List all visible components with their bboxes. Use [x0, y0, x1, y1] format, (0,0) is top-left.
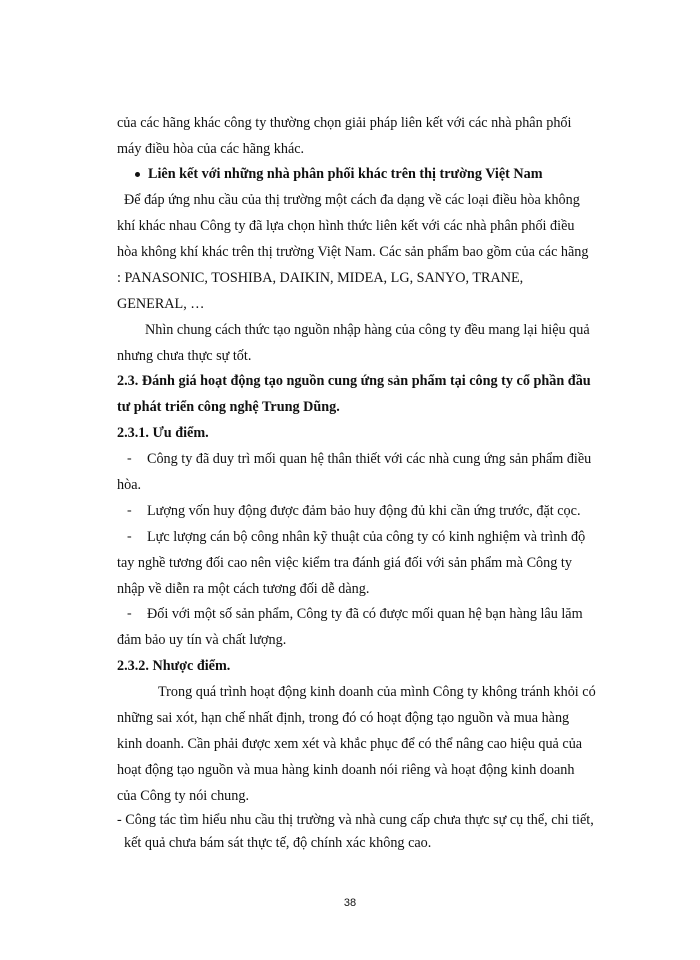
advantage-1-line-2: hòa. — [117, 477, 142, 493]
dash-marker: - — [127, 606, 132, 621]
para2-line-2: nhưng chưa thực sự tốt. — [117, 348, 252, 364]
subsection-heading-advantages: 2.3.1. Ưu điểm. — [117, 425, 209, 441]
dash-marker: - — [127, 451, 132, 466]
intro-line-2: máy điều hòa của các hãng khác. — [117, 141, 305, 157]
advantage-3-line-1: Lực lượng cán bộ công nhân kỹ thuật của công ty có kinh nghiệm và trình độ — [147, 529, 586, 545]
advantage-2: Lượng vốn huy động được đảm bảo huy động đủ khi cần ứng trước, đặt cọc. — [147, 503, 581, 519]
para2-line-1: Nhìn chung cách thức tạo nguồn nhập hàng của công ty đều mang lại hiệu quả — [145, 322, 590, 338]
page-number: 38 — [343, 897, 357, 909]
disadvantage-1-line-1: - Công tác tìm hiểu nhu cầu thị trường và nhà cung cấp chưa thực sự cụ thể, chi tiết, — [117, 812, 594, 828]
section-heading-line-2: tư phát triển công nghệ Trung Dũng. — [117, 399, 340, 415]
section-heading-line-1: 2.3. Đánh giá hoạt động tạo nguồn cung ứng sản phẩm tại công ty cổ phần đầu — [117, 373, 591, 389]
subsection-heading-disadvantages: 2.3.2. Nhược điểm. — [117, 658, 231, 674]
para3-line-1: Trong quá trình hoạt động kinh doanh của mình Công ty không tránh khỏi có — [158, 684, 596, 700]
para3-line-4: hoạt động tạo nguồn và mua hàng kinh doanh nói riêng và hoạt động kinh doanh — [117, 762, 575, 778]
para3-line-3: kinh doanh. Cần phải được xem xét và khắc phục để có thể nâng cao hiệu quả của — [117, 736, 583, 752]
dash-marker: - — [127, 503, 132, 518]
para3-line-2: những sai xót, hạn chế nhất định, trong đó có hoạt động tạo nguồn và mua hàng — [117, 710, 570, 726]
disadvantage-1-line-2: kết quả chưa bám sát thực tế, độ chính xác không cao. — [124, 835, 432, 851]
advantage-3-line-2: tay nghề tương đối cao nên việc kiểm tra đánh giá đối với sản phẩm mà Công ty — [117, 555, 572, 571]
bullet-heading: Liên kết với những nhà phân phối khác trên thị trường Việt Nam — [148, 166, 543, 182]
para3-line-5: của Công ty nói chung. — [117, 788, 250, 804]
advantage-1-line-1: Công ty đã duy trì mối quan hệ thân thiết với các nhà cung ứng sản phẩm điều — [147, 451, 592, 467]
bullet-dot-icon — [135, 172, 140, 177]
para1-line-5: GENERAL, … — [117, 296, 205, 312]
para1-line-2: khí khác nhau Công ty đã lựa chọn hình thức liên kết với các nhà phân phối điều — [117, 218, 575, 234]
para1-line-4: : PANASONIC, TOSHIBA, DAIKIN, MIDEA, LG, SANYO, TRANE, — [117, 270, 524, 286]
advantage-4-line-1: Đối với một số sản phẩm, Công ty đã có được mối quan hệ bạn hàng lâu lăm — [147, 606, 583, 622]
advantage-3-line-3: nhập về diễn ra một cách tương đối dễ dàng. — [117, 581, 370, 597]
para1-line-3: hòa không khí khác trên thị trường Việt Nam. Các sản phẩm bao gồm của các hãng — [117, 244, 589, 260]
para1-line-1: Để đáp ứng nhu cầu của thị trường một cách đa dạng về các loại điều hòa không — [124, 192, 580, 208]
advantage-4-line-2: đảm bảo uy tín và chất lượng. — [117, 632, 287, 648]
intro-line-1: của các hãng khác công ty thường chọn giải pháp liên kết với các nhà phân phối — [117, 115, 572, 131]
dash-marker: - — [127, 529, 132, 544]
